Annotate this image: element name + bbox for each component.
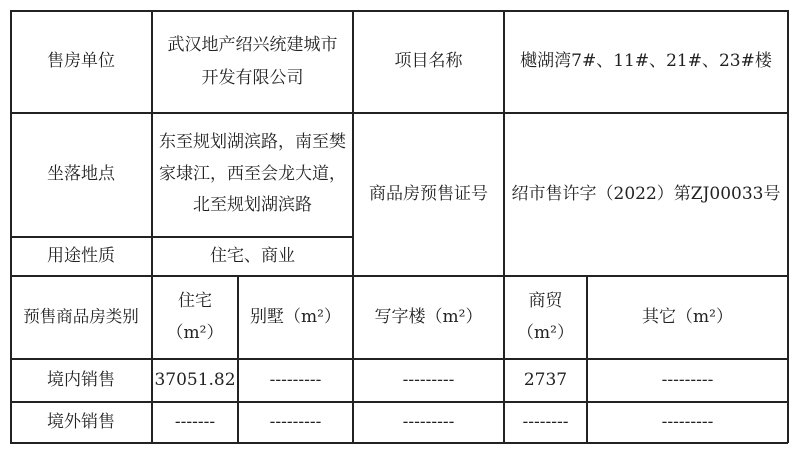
label-location: 坐落地点 <box>47 164 115 185</box>
domestic-residential: 37051.82 <box>154 369 236 390</box>
foreign-office: --------- <box>402 411 455 432</box>
label-domestic-sales: 境内销售 <box>47 369 115 390</box>
label-project-name: 项目名称 <box>394 51 463 72</box>
table-border-bottom <box>10 442 788 444</box>
domestic-office: --------- <box>402 369 455 390</box>
label-presale-permit: 商品房预售证号 <box>369 183 488 204</box>
foreign-other: --------- <box>661 411 714 432</box>
header-residential: 住宅（m²） <box>166 290 224 343</box>
header-office: 写字楼（m²） <box>374 306 483 327</box>
project-name-value: 樾湖湾7#、11#、21#、23#楼 <box>520 51 772 72</box>
header-commercial: 商贸（m²） <box>517 290 574 343</box>
table-border-right <box>787 10 789 443</box>
label-foreign-sales: 境外销售 <box>47 411 115 432</box>
foreign-commercial: -------- <box>522 411 569 432</box>
domestic-villa: --------- <box>269 369 322 390</box>
foreign-villa: --------- <box>269 411 322 432</box>
location-value: 东至规划湖滨路，南至樊家埭江，西至会龙大道，北至规划湖滨路 <box>159 132 346 216</box>
domestic-commercial: 2737 <box>523 369 568 390</box>
domestic-other: --------- <box>661 369 714 390</box>
sales-unit-value: 武汉地产绍兴统建城市开发有限公司 <box>167 35 338 88</box>
presale-permit-value: 绍市售许字（2022）第ZJ00033号 <box>511 183 781 204</box>
label-usage: 用途性质 <box>47 245 115 266</box>
usage-value: 住宅、商业 <box>210 245 295 266</box>
label-presale-category: 预售商品房类别 <box>23 307 139 327</box>
header-other: 其它（m²） <box>642 306 733 327</box>
label-sales-unit: 售房单位 <box>47 51 115 72</box>
header-villa: 别墅（m²） <box>250 306 341 327</box>
foreign-residential: ------- <box>174 411 216 432</box>
